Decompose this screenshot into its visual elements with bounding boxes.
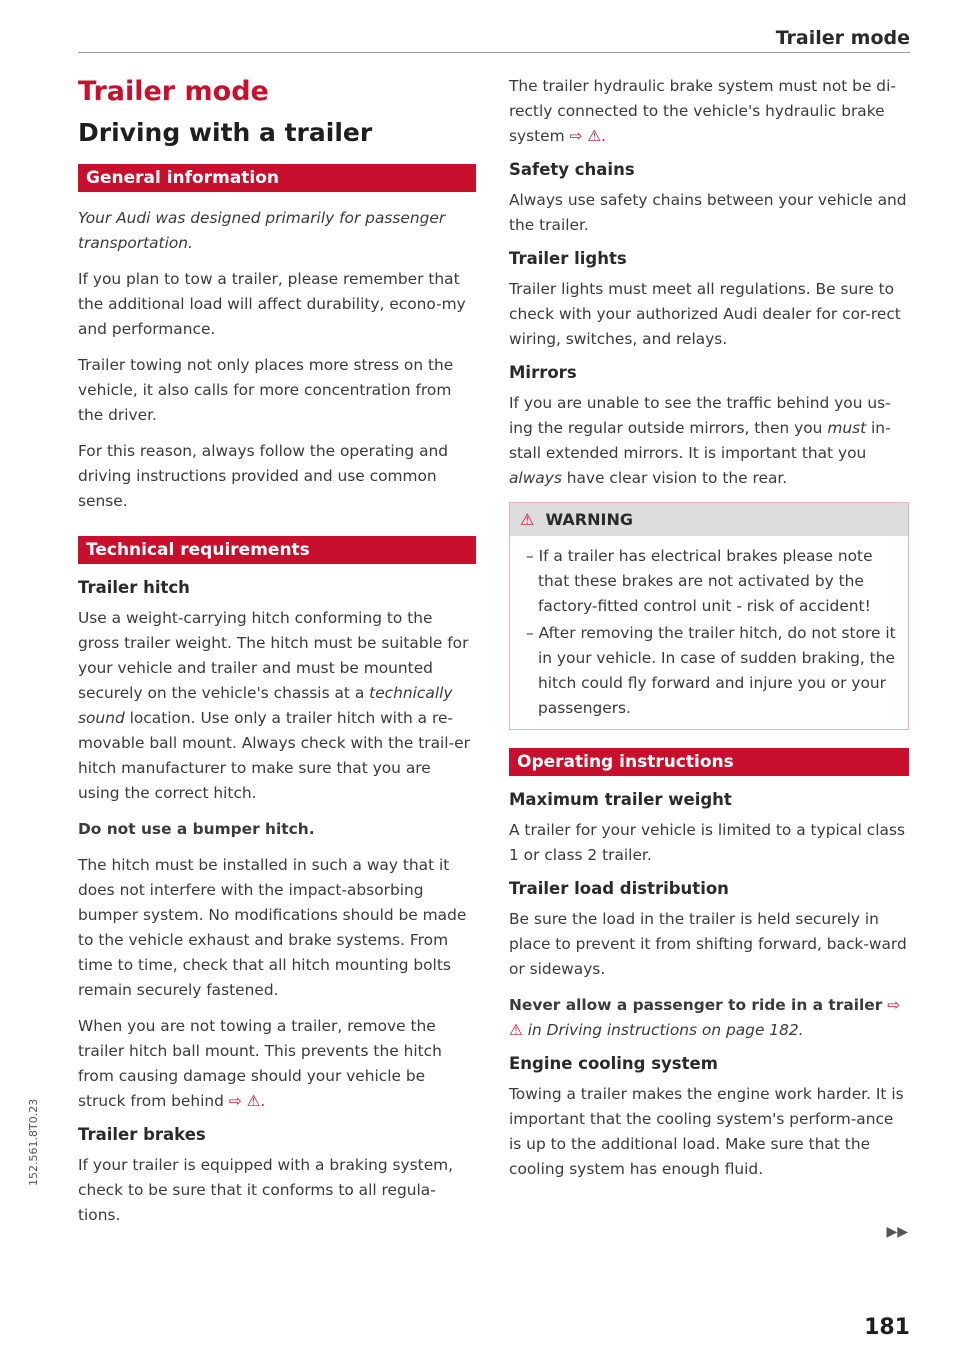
warning-ref-icon[interactable]: ⇨ ⚠. bbox=[569, 127, 607, 145]
load-distribution-heading: Trailer load distribution bbox=[509, 879, 729, 898]
paragraph: Use a weight-carrying hitch conforming to the gross trailer weight. The hitch must be suitable for your vehicle and trailer and must be mounted securely on the vehicle's chassis at a technically sound location. Use only a trailer hitch with a re-movable ball mount. Always check with the trail-er hitch manufacturer to make sure that you are using the correct hitch. bbox=[78, 609, 470, 802]
continue-arrow-icon: ▶▶ bbox=[886, 1224, 908, 1240]
trailer-hitch-heading: Trailer hitch bbox=[78, 578, 190, 597]
max-weight-heading: Maximum trailer weight bbox=[509, 790, 732, 809]
paragraph: Be sure the load in the trailer is held securely in place to prevent it from shifting forward, back-ward or sideways. bbox=[509, 910, 907, 978]
bumper-warning: Do not use a bumper hitch. bbox=[78, 820, 315, 838]
warning-triangle-icon: ⚠ bbox=[520, 510, 535, 529]
passenger-warning: Never allow a passenger to ride in a trailer ⇨ ⚠ in Driving instructions on page 182. bbox=[509, 996, 901, 1039]
trailer-brakes-heading: Trailer brakes bbox=[78, 1125, 206, 1144]
trailer-lights-heading: Trailer lights bbox=[509, 249, 627, 268]
page-reference[interactable]: in Driving instructions on page 182. bbox=[527, 1021, 804, 1039]
document-code: 152.561.8T0.23 bbox=[27, 1098, 40, 1186]
left-column bbox=[78, 74, 476, 1239]
section-title: Driving with a trailer bbox=[78, 118, 373, 147]
general-info-bar: General information bbox=[78, 164, 476, 192]
paragraph: Trailer towing not only places more stress on the vehicle, it also calls for more concentration from the driver. bbox=[78, 356, 454, 424]
intro-text: Your Audi was designed primarily for passenger transportation. bbox=[78, 209, 446, 252]
page-number: 181 bbox=[864, 1315, 910, 1340]
warning-item: – After removing the trailer hitch, do not store it in your vehicle. In case of sudden braking, the hitch could fly forward and injure you or your passengers. bbox=[526, 624, 896, 717]
paragraph: If you are unable to see the traffic behind you us-ing the regular outside mirrors, then you must in-stall extended mirrors. It is important that you always have clear vision to the rear. bbox=[509, 394, 891, 487]
right-column bbox=[509, 74, 909, 1193]
safety-chains-heading: Safety chains bbox=[509, 160, 635, 179]
paragraph: Trailer lights must meet all regulations. Be sure to check with your authorized Audi dealer for cor-rect wiring, switches, and relays. bbox=[509, 280, 901, 348]
warning-header: ⚠ WARNING bbox=[510, 503, 908, 536]
running-head: Trailer mode bbox=[775, 27, 910, 49]
warning-ref-icon[interactable]: ⇨ ⚠. bbox=[228, 1092, 266, 1110]
warning-body bbox=[510, 536, 908, 729]
paragraph: When you are not towing a trailer, remove the trailer hitch ball mount. This prevents the hitch from causing damage should your vehicle be struck from behind ⇨ ⚠. bbox=[78, 1017, 442, 1110]
warning-item: – If a trailer has electrical brakes please note that these brakes are not activated by the factory-fitted control unit - risk of accident! bbox=[526, 547, 873, 615]
paragraph: For this reason, always follow the operating and driving instructions provided and use common sense. bbox=[78, 442, 449, 510]
paragraph: If your trailer is equipped with a braking system, check to be sure that it conforms to all regula-tions. bbox=[78, 1156, 454, 1224]
page-title: Trailer mode bbox=[78, 76, 269, 107]
paragraph: Towing a trailer makes the engine work harder. It is important that the cooling system's perform-ance is up to the additional load. Make sure that the cooling system has enough fluid. bbox=[509, 1085, 904, 1178]
paragraph: The trailer hydraulic brake system must not be di-rectly connected to the vehicle's hydraulic brake system ⇨ ⚠. bbox=[509, 77, 896, 145]
header-rule bbox=[78, 52, 910, 53]
engine-cooling-heading: Engine cooling system bbox=[509, 1054, 718, 1073]
warning-box bbox=[509, 502, 909, 730]
mirrors-heading: Mirrors bbox=[509, 363, 577, 382]
tech-req-bar: Technical requirements bbox=[78, 536, 476, 564]
operating-instructions-bar: Operating instructions bbox=[509, 748, 909, 776]
paragraph: The hitch must be installed in such a way that it does not interfere with the impact-absorbing bumper system. No modifications should be made to the vehicle exhaust and brake systems. From time to time, check that all hitch mounting bolts remain securely fastened. bbox=[78, 856, 467, 999]
paragraph: Always use safety chains between your vehicle and the trailer. bbox=[509, 191, 907, 234]
warning-ref-icon[interactable]: ⇨ ⚠ bbox=[509, 996, 901, 1039]
paragraph: A trailer for your vehicle is limited to a typical class 1 or class 2 trailer. bbox=[509, 821, 906, 864]
paragraph: If you plan to tow a trailer, please remember that the additional load will affect durability, econo-my and performance. bbox=[78, 270, 466, 338]
